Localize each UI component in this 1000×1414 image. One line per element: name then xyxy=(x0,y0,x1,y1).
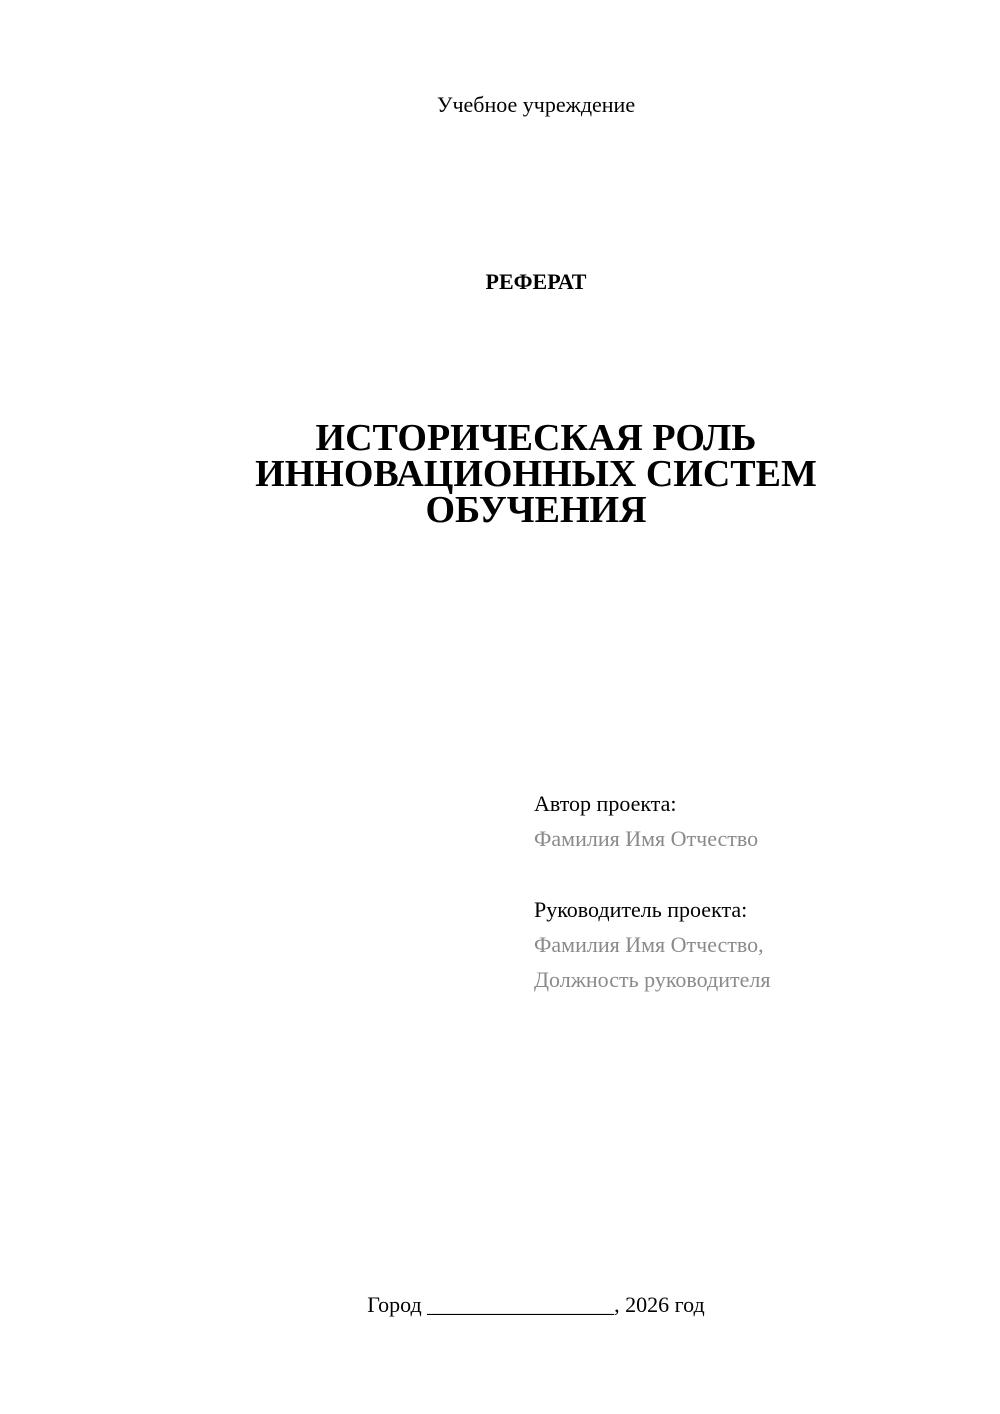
institution-name: Учебное учреждение xyxy=(436,92,636,117)
title-line: ИННОВАЦИОННЫХ СИСТЕМ xyxy=(255,453,817,495)
block-spacer xyxy=(534,856,974,892)
document-title xyxy=(0,417,1000,531)
city-year-line: Город _________________, 2026 год xyxy=(367,1292,705,1317)
title-line: ИСТОРИЧЕСКАЯ РОЛЬ xyxy=(315,417,757,459)
author-name-placeholder: Фамилия Имя Отчество xyxy=(534,826,759,851)
supervisor-name-placeholder: Фамилия Имя Отчество, xyxy=(534,932,764,957)
authors-block xyxy=(534,786,974,997)
supervisor-label: Руководитель проекта: xyxy=(534,897,748,922)
document-type: РЕФЕРАТ xyxy=(485,269,587,294)
supervisor-position-placeholder: Должность руководителя xyxy=(534,967,771,992)
title-line: ОБУЧЕНИЯ xyxy=(425,489,647,531)
author-label: Автор проекта: xyxy=(534,791,677,816)
